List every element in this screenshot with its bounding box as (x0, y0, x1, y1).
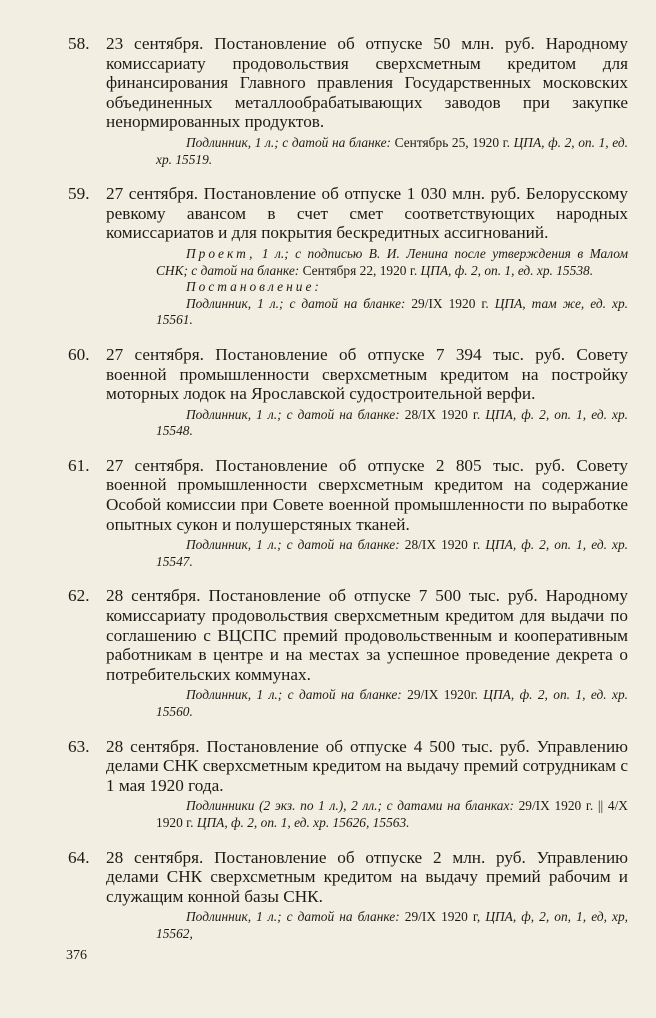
source-prefix: Подлинники (2 экз. по 1 л.), 2 лл.; с датами на бланках: (186, 798, 519, 814)
entry-61 (68, 456, 628, 571)
source-archive: ЦПА, ф. 2, оп. 1, ед. хр. 15519. (156, 134, 628, 167)
entry-text (68, 345, 628, 404)
source-prefix: Подлинник, 1 л.; с датой на бланке: (186, 406, 405, 422)
source-archive: ЦПА, ф, 2, оп, 1, ед, хр, 15562, (156, 909, 628, 941)
entry-text (68, 586, 628, 684)
entry-body: 28 сентября. Постановление об отпуске 2 млн. руб. Управлению делами СНК сверхсметным кредитом на выдачу премий рабочим и служащим конной базы СНК. (106, 847, 628, 906)
source-date: 29/IX 1920г. (407, 687, 478, 703)
entry-text (68, 34, 628, 132)
entry-64 (68, 848, 628, 943)
source-prefix: Подлинник, 1 л.; с датой на бланке: (186, 909, 405, 925)
entry-58 (68, 34, 628, 168)
source-date: 29/IX 1920 г, (404, 909, 481, 925)
source-note (68, 537, 628, 570)
entry-body: 27 сентября. Постановление об отпуске 2 805 тыс. руб. Совету военной промышленности сверхсметным кредитом на содержание Особой комиссии при Совете военной промышленности по выработке опытных сукон и полушерстяных тканей. (106, 455, 628, 534)
source-prefix: Подлинник, 1 л.; с датой на бланке: (186, 134, 395, 150)
source-note-3 (68, 296, 628, 329)
source-note (68, 687, 628, 720)
source-note (68, 135, 628, 168)
source-date: 29/IX 1920 г. (411, 295, 489, 311)
entry-body: 23 сентября. Постановление об отпуске 50 млн. руб. Народному комиссариату продовольствия сверхсметным кредитом для финансирования Главного правления Государственных московских объединенных металлообрабатывающих заводов при закупке ненормированных продуктов. (106, 34, 628, 132)
entry-text (68, 184, 628, 243)
source-prefix: Подлинник, 1 л.; с датой на бланке: (186, 537, 405, 553)
source-prefix: 1 л.; с подписью В. И. Ленина после утверждения в Малом СНК; с датой на бланке: (156, 245, 628, 278)
entry-number: 62. (68, 586, 90, 606)
entry-number: 59. (68, 184, 90, 204)
source-label: Постановление: (186, 279, 322, 295)
entry-60 (68, 345, 628, 440)
source-note (68, 909, 628, 942)
entry-number: 63. (68, 736, 90, 756)
source-prefix: Подлинник, 1 л.; с датой на бланке: (186, 295, 412, 311)
source-date: 29/IX 1920 г. || 4/X 1920 г. (156, 798, 628, 830)
entry-number: 60. (68, 344, 90, 364)
entry-body: 28 сентября. Постановление об отпуске 4 500 тыс. руб. Управлению делами СНК сверхсметным кредитом на выдачу премий сотрудникам с 1 мая 1920 года. (106, 736, 628, 795)
source-date: 28/IX 1920 г. (404, 537, 481, 553)
entry-text (68, 737, 628, 796)
source-prefix: Подлинник, 1 л.; с датой на бланке: (186, 687, 408, 703)
source-note-2 (68, 279, 628, 296)
entry-text (68, 456, 628, 534)
entry-62 (68, 586, 628, 720)
source-archive: ЦПА, ф. 2, оп. 1, ед. хр. 15548. (156, 406, 628, 439)
source-label: Проект, (186, 245, 256, 261)
entry-body: 28 сентября. Постановление об отпуске 7 500 тыс. руб. Народному комиссариату продовольствия сверхсметным кредитом для выдачи по соглашению с ВЦСПС премий продовольственным и кооперативным работникам в центре и на местах за успешное проведение декрета о потребительских коммунах. (106, 586, 628, 684)
entry-body: 27 сентября. Постановление об отпуске 1 030 млн. руб. Белорусскому ревкому авансом в счет смет соответствующих народных комиссариатов и для покрытия бескредитных ассигнований. (106, 184, 628, 243)
entry-59 (68, 184, 628, 329)
source-archive: ЦПА, ф. 2, оп. 1, ед. хр. 15626, 15563. (193, 814, 410, 830)
entry-text (68, 848, 628, 907)
source-note (68, 798, 628, 831)
source-archive: ЦПА, ф. 2, оп. 1, ед. хр. 15547. (156, 537, 628, 569)
source-date: 28/IX 1920 г. (404, 406, 481, 422)
entry-number: 61. (68, 455, 90, 475)
entry-list (68, 34, 628, 959)
source-archive: ЦПА, ф. 2, оп. 1, ед. хр. 15560. (156, 687, 628, 719)
entry-body: 27 сентября. Постановление об отпуске 7 394 тыс. руб. Совету военной промышленности сверхсметным кредитом на постройку моторных лодок на Ярославской судостроительной верфи. (106, 344, 628, 404)
page-number: 376 (66, 948, 87, 963)
source-date: Сентября 22, 1920 г. (302, 262, 418, 278)
source-archive: ЦПА, ф. 2, оп. 1, ед. хр. 15538. (417, 262, 594, 278)
source-date: Сентябрь 25, 1920 г. (394, 134, 510, 150)
source-note (68, 407, 628, 440)
entry-number: 64. (68, 847, 90, 867)
entry-number: 58. (68, 34, 90, 53)
entry-63 (68, 737, 628, 832)
source-archive: ЦПА, там же, ед. хр. 15561. (156, 295, 628, 328)
source-note (68, 246, 628, 279)
